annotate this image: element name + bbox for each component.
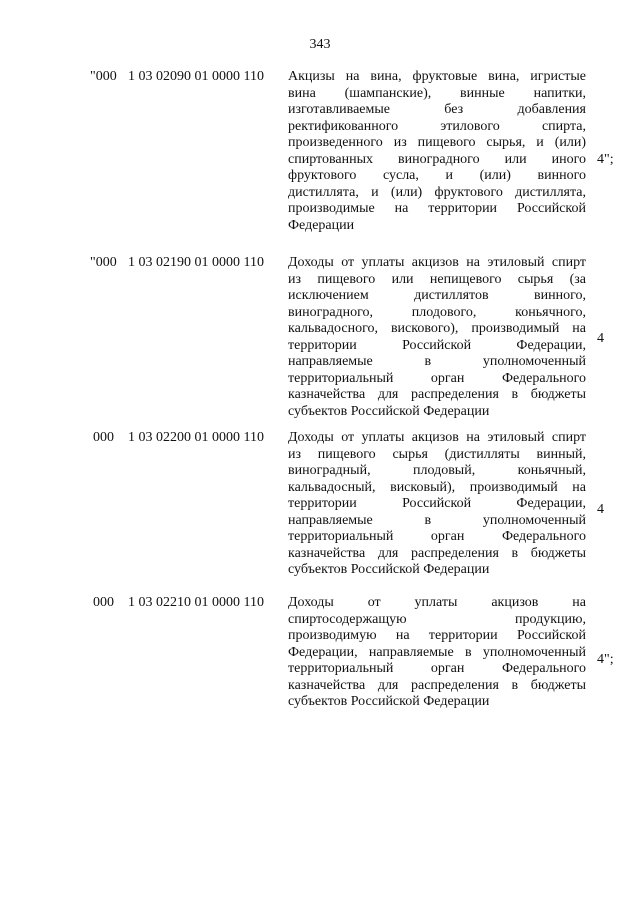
description-line: производимые на территории Российской xyxy=(288,201,586,216)
description-line: Федерации xyxy=(288,217,355,233)
description-line: субъектов Российской Федерации xyxy=(288,694,490,709)
description-line: изготавливаемые без добавления xyxy=(288,102,586,117)
description-line: территориальный орган Федерального xyxy=(288,661,586,676)
page-number: 343 xyxy=(309,37,331,52)
row-description xyxy=(288,69,586,234)
description-line: фруктового сусла, и (или) винного xyxy=(288,168,586,183)
description-line: из пищевого сырья (дистилляты винный, xyxy=(288,446,586,462)
description-line: направляемые в уполномоченный xyxy=(288,354,586,369)
description-line: из пищевого или непищевого сырья (за xyxy=(288,271,586,287)
description-line: спиртосодержащую продукцию, xyxy=(288,611,586,627)
description-line: кальвадосный, висковый), производимый на xyxy=(288,479,586,495)
row-prefix: 000 xyxy=(93,430,114,445)
rate-value: 4"; xyxy=(597,152,614,167)
row-prefix: "000 xyxy=(90,69,117,84)
description-line: производимую на территории Российской xyxy=(288,628,586,643)
description-line: территориальный орган Федерального xyxy=(288,370,586,386)
description-line: территориальный орган Федерального xyxy=(288,529,586,544)
description-line: дистиллята, и (или) фруктового дистиллята, xyxy=(288,184,586,200)
description-line: субъектов Российской Федерации xyxy=(288,403,490,419)
budget-code: 1 03 02200 01 0000 110 xyxy=(128,430,264,445)
description-line: кальвадосного, вискового), производимый на xyxy=(288,321,586,336)
rate-value: 4"; xyxy=(597,652,614,667)
description-line: виноградный, плодовый, коньячный, xyxy=(288,463,586,478)
description-line: исключением дистиллятов винного, xyxy=(288,288,586,303)
table-row xyxy=(0,69,640,239)
description-line: казначейства для распределения в бюджеты xyxy=(288,545,586,561)
description-line: вина (шампанские), винные напитки, xyxy=(288,85,586,101)
budget-code: 1 03 02090 01 0000 110 xyxy=(128,69,264,84)
row-description xyxy=(288,255,586,420)
description-line: виноградного, плодового, коньячного, xyxy=(288,304,586,320)
budget-code: 1 03 02190 01 0000 110 xyxy=(128,255,264,270)
description-line: спиртованных виноградного или иного xyxy=(288,151,586,167)
row-description xyxy=(288,430,586,579)
description-line: Акцизы на вина, фруктовые вина, игристые xyxy=(288,69,586,84)
description-line: субъектов Российской Федерации xyxy=(288,562,490,577)
description-line: направляемые в уполномоченный xyxy=(288,512,586,528)
description-line: территории Российской Федерации, xyxy=(288,337,586,353)
rate-value: 4 xyxy=(597,331,604,346)
budget-code: 1 03 02210 01 0000 110 xyxy=(128,595,264,610)
description-line: казначейства для распределения в бюджеты xyxy=(288,387,586,402)
table-row xyxy=(0,430,640,585)
rate-value: 4 xyxy=(597,502,604,517)
table-row xyxy=(0,255,640,425)
description-line: Федерации, направляемые в уполномоченный xyxy=(288,644,586,660)
description-line: Доходы от уплаты акцизов на xyxy=(288,595,586,610)
description-line: Доходы от уплаты акцизов на этиловый спирт xyxy=(288,255,586,270)
row-prefix: "000 xyxy=(90,255,117,270)
row-prefix: 000 xyxy=(93,595,114,610)
description-line: Доходы от уплаты акцизов на этиловый спирт xyxy=(288,430,586,445)
description-line: казначейства для распределения в бюджеты xyxy=(288,677,586,693)
description-line: произведенного из пищевого сырья, и (или) xyxy=(288,135,586,150)
row-description xyxy=(288,595,586,711)
description-line: ректификованного этилового спирта, xyxy=(288,118,586,134)
description-line: территории Российской Федерации, xyxy=(288,496,586,511)
table-row xyxy=(0,595,640,715)
